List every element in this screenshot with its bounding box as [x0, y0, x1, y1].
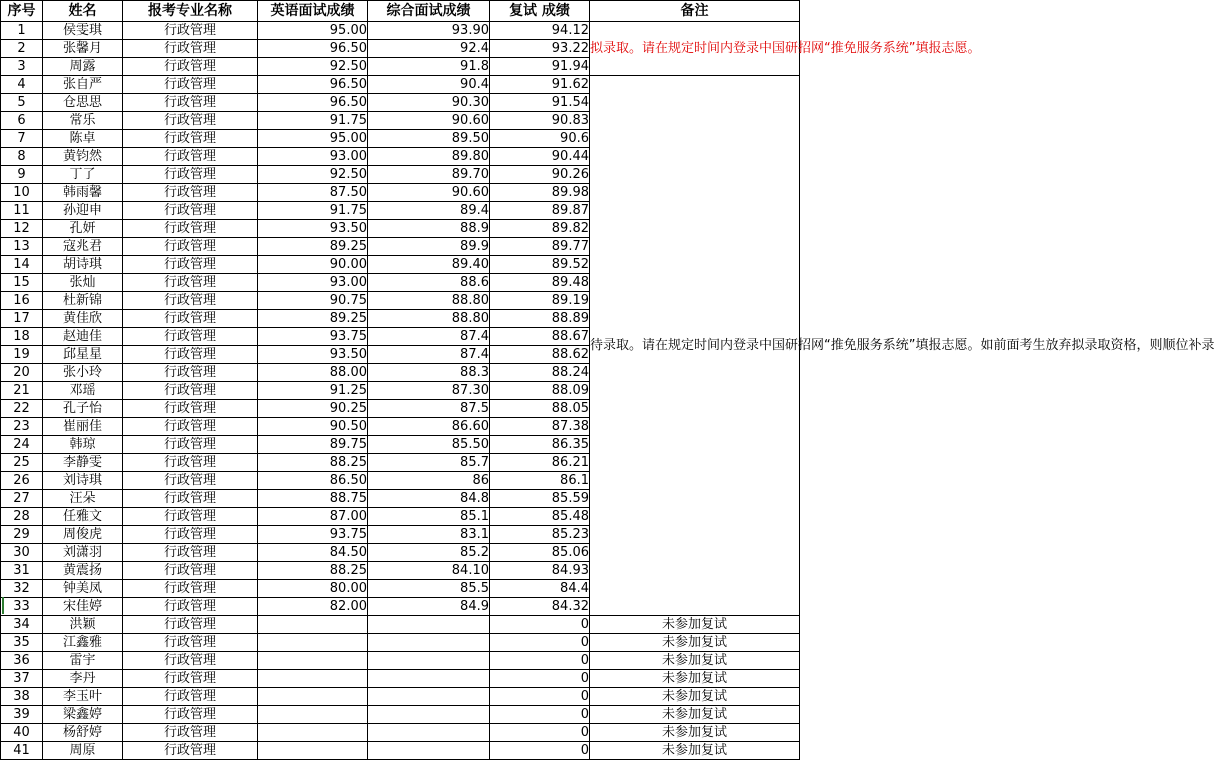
table-row — [1, 22, 800, 40]
english-score-cell[interactable]: 95.00 — [258, 22, 368, 40]
final-score-cell[interactable]: 0 — [490, 706, 590, 724]
comprehensive-score-cell[interactable] — [368, 724, 490, 742]
final-score-cell[interactable]: 0 — [490, 616, 590, 634]
comprehensive-score-cell[interactable]: 84.10 — [368, 562, 490, 580]
final-score-cell[interactable]: 84.32 — [490, 598, 590, 616]
final-score-cell[interactable]: 91.94 — [490, 58, 590, 76]
english-score-cell[interactable]: 88.75 — [258, 490, 368, 508]
comprehensive-score-cell[interactable] — [368, 616, 490, 634]
comprehensive-score-cell[interactable]: 87.5 — [368, 400, 490, 418]
major-cell[interactable]: 行政管理 — [123, 148, 258, 166]
table-row — [1, 76, 800, 94]
comprehensive-score-cell[interactable]: 83.1 — [368, 526, 490, 544]
comprehensive-score-cell[interactable]: 89.4 — [368, 202, 490, 220]
seq-cell[interactable]: 31 — [1, 562, 43, 580]
major-cell[interactable]: 行政管理 — [123, 184, 258, 202]
name-cell[interactable]: 韩雨馨 — [43, 184, 123, 202]
name-cell[interactable]: 汪朵 — [43, 490, 123, 508]
header-english[interactable]: 英语面试成绩 — [258, 1, 368, 22]
major-cell[interactable]: 行政管理 — [123, 544, 258, 562]
final-score-cell[interactable]: 85.23 — [490, 526, 590, 544]
name-cell[interactable]: 张自严 — [43, 76, 123, 94]
english-score-cell[interactable]: 92.50 — [258, 58, 368, 76]
major-cell[interactable]: 行政管理 — [123, 76, 258, 94]
seq-cell[interactable]: 38 — [1, 688, 43, 706]
english-score-cell[interactable]: 88.25 — [258, 562, 368, 580]
final-score-cell[interactable]: 90.83 — [490, 112, 590, 130]
final-score-cell[interactable]: 85.06 — [490, 544, 590, 562]
name-cell[interactable]: 崔丽佳 — [43, 418, 123, 436]
seq-cell[interactable]: 16 — [1, 292, 43, 310]
seq-cell[interactable]: 10 — [1, 184, 43, 202]
major-cell[interactable]: 行政管理 — [123, 400, 258, 418]
major-cell[interactable]: 行政管理 — [123, 166, 258, 184]
name-cell[interactable]: 周原 — [43, 742, 123, 760]
english-score-cell[interactable]: 91.75 — [258, 202, 368, 220]
name-cell[interactable]: 黄震扬 — [43, 562, 123, 580]
final-score-cell[interactable]: 86.21 — [490, 454, 590, 472]
final-score-cell[interactable]: 88.05 — [490, 400, 590, 418]
name-cell[interactable]: 周露 — [43, 58, 123, 76]
seq-cell[interactable]: 2 — [1, 40, 43, 58]
final-score-cell[interactable]: 89.98 — [490, 184, 590, 202]
major-cell[interactable]: 行政管理 — [123, 220, 258, 238]
seq-cell[interactable]: 17 — [1, 310, 43, 328]
final-score-cell[interactable]: 86.35 — [490, 436, 590, 454]
final-score-cell[interactable]: 91.54 — [490, 94, 590, 112]
name-cell[interactable]: 侯雯琪 — [43, 22, 123, 40]
seq-cell[interactable]: 41 — [1, 742, 43, 760]
note-absent[interactable]: 未参加复试 — [590, 688, 800, 706]
seq-cell[interactable]: 24 — [1, 436, 43, 454]
comprehensive-score-cell[interactable]: 89.40 — [368, 256, 490, 274]
seq-cell[interactable]: 8 — [1, 148, 43, 166]
major-cell[interactable]: 行政管理 — [123, 310, 258, 328]
seq-cell[interactable]: 11 — [1, 202, 43, 220]
final-score-cell[interactable]: 0 — [490, 688, 590, 706]
english-score-cell[interactable]: 96.50 — [258, 76, 368, 94]
name-cell[interactable]: 雷宇 — [43, 652, 123, 670]
english-score-cell[interactable]: 90.50 — [258, 418, 368, 436]
seq-cell[interactable]: 25 — [1, 454, 43, 472]
name-cell[interactable]: 任雅文 — [43, 508, 123, 526]
final-score-cell[interactable]: 0 — [490, 670, 590, 688]
major-cell[interactable]: 行政管理 — [123, 436, 258, 454]
comprehensive-score-cell[interactable]: 86 — [368, 472, 490, 490]
name-cell[interactable]: 仓思思 — [43, 94, 123, 112]
english-score-cell[interactable]: 89.25 — [258, 310, 368, 328]
name-cell[interactable]: 李丹 — [43, 670, 123, 688]
major-cell[interactable]: 行政管理 — [123, 652, 258, 670]
final-score-cell[interactable]: 88.67 — [490, 328, 590, 346]
major-cell[interactable]: 行政管理 — [123, 706, 258, 724]
final-score-cell[interactable]: 85.48 — [490, 508, 590, 526]
major-cell[interactable]: 行政管理 — [123, 670, 258, 688]
name-cell[interactable]: 胡诗琪 — [43, 256, 123, 274]
final-score-cell[interactable]: 89.52 — [490, 256, 590, 274]
note-waitlist[interactable]: 待录取。请在规定时间内登录中国研招网“推免服务系统”填报志愿。如前面考生放弃拟录取资格，则顺位补录 — [590, 76, 800, 616]
name-cell[interactable]: 杜新锦 — [43, 292, 123, 310]
major-cell[interactable]: 行政管理 — [123, 328, 258, 346]
seq-cell[interactable]: 39 — [1, 706, 43, 724]
header-seq[interactable]: 序号 — [1, 1, 43, 22]
comprehensive-score-cell[interactable]: 89.50 — [368, 130, 490, 148]
comprehensive-score-cell[interactable]: 90.60 — [368, 112, 490, 130]
comprehensive-score-cell[interactable] — [368, 634, 490, 652]
english-score-cell[interactable]: 93.00 — [258, 274, 368, 292]
major-cell[interactable]: 行政管理 — [123, 112, 258, 130]
english-score-cell[interactable]: 90.25 — [258, 400, 368, 418]
final-score-cell[interactable]: 94.12 — [490, 22, 590, 40]
seq-cell[interactable]: 3 — [1, 58, 43, 76]
note-absent[interactable]: 未参加复试 — [590, 706, 800, 724]
seq-cell[interactable]: 15 — [1, 274, 43, 292]
english-score-cell[interactable]: 87.00 — [258, 508, 368, 526]
name-cell[interactable]: 邱星星 — [43, 346, 123, 364]
final-score-cell[interactable]: 84.4 — [490, 580, 590, 598]
major-cell[interactable]: 行政管理 — [123, 418, 258, 436]
seq-cell[interactable]: 9 — [1, 166, 43, 184]
english-score-cell[interactable]: 92.50 — [258, 166, 368, 184]
name-cell[interactable]: 陈卓 — [43, 130, 123, 148]
comprehensive-score-cell[interactable]: 90.60 — [368, 184, 490, 202]
major-cell[interactable]: 行政管理 — [123, 742, 258, 760]
major-cell[interactable]: 行政管理 — [123, 508, 258, 526]
comprehensive-score-cell[interactable] — [368, 742, 490, 760]
comprehensive-score-cell[interactable]: 87.4 — [368, 346, 490, 364]
major-cell[interactable]: 行政管理 — [123, 382, 258, 400]
comprehensive-score-cell[interactable]: 90.4 — [368, 76, 490, 94]
comprehensive-score-cell[interactable]: 84.8 — [368, 490, 490, 508]
table-row — [1, 688, 800, 706]
english-score-cell[interactable] — [258, 652, 368, 670]
major-cell[interactable]: 行政管理 — [123, 616, 258, 634]
english-score-cell[interactable]: 93.75 — [258, 526, 368, 544]
final-score-cell[interactable]: 85.59 — [490, 490, 590, 508]
comprehensive-score-cell[interactable]: 85.5 — [368, 580, 490, 598]
english-score-cell[interactable]: 90.75 — [258, 292, 368, 310]
comprehensive-score-cell[interactable]: 88.80 — [368, 310, 490, 328]
comprehensive-score-cell[interactable]: 88.80 — [368, 292, 490, 310]
english-score-cell[interactable]: 96.50 — [258, 40, 368, 58]
final-score-cell[interactable]: 88.62 — [490, 346, 590, 364]
major-cell[interactable]: 行政管理 — [123, 724, 258, 742]
final-score-cell[interactable]: 89.19 — [490, 292, 590, 310]
comprehensive-score-cell[interactable]: 88.3 — [368, 364, 490, 382]
table-row — [1, 616, 800, 634]
final-score-cell[interactable]: 0 — [490, 724, 590, 742]
seq-cell[interactable]: 27 — [1, 490, 43, 508]
name-cell[interactable]: 黄钧然 — [43, 148, 123, 166]
note-absent[interactable]: 未参加复试 — [590, 670, 800, 688]
english-score-cell[interactable]: 88.25 — [258, 454, 368, 472]
major-cell[interactable]: 行政管理 — [123, 238, 258, 256]
major-cell[interactable]: 行政管理 — [123, 58, 258, 76]
major-cell[interactable]: 行政管理 — [123, 634, 258, 652]
major-cell[interactable]: 行政管理 — [123, 472, 258, 490]
seq-cell[interactable]: 26 — [1, 472, 43, 490]
major-cell[interactable]: 行政管理 — [123, 364, 258, 382]
comprehensive-score-cell[interactable]: 85.1 — [368, 508, 490, 526]
seq-cell[interactable]: 21 — [1, 382, 43, 400]
seq-cell[interactable]: 23 — [1, 418, 43, 436]
english-score-cell[interactable] — [258, 670, 368, 688]
comprehensive-score-cell[interactable]: 85.50 — [368, 436, 490, 454]
name-cell[interactable]: 江鑫雅 — [43, 634, 123, 652]
table-row — [1, 742, 800, 760]
name-cell[interactable]: 杨舒婷 — [43, 724, 123, 742]
final-score-cell[interactable]: 0 — [490, 634, 590, 652]
comprehensive-score-cell[interactable]: 89.70 — [368, 166, 490, 184]
comprehensive-score-cell[interactable] — [368, 688, 490, 706]
english-score-cell[interactable]: 96.50 — [258, 94, 368, 112]
seq-cell[interactable]: 30 — [1, 544, 43, 562]
comprehensive-score-cell[interactable]: 87.30 — [368, 382, 490, 400]
english-score-cell[interactable]: 95.00 — [258, 130, 368, 148]
header-comprehensive[interactable]: 综合面试成绩 — [368, 1, 490, 22]
seq-cell[interactable]: 20 — [1, 364, 43, 382]
major-cell[interactable]: 行政管理 — [123, 40, 258, 58]
final-score-cell[interactable]: 89.77 — [490, 238, 590, 256]
english-score-cell[interactable] — [258, 688, 368, 706]
seq-cell[interactable]: 35 — [1, 634, 43, 652]
english-score-cell[interactable]: 80.00 — [258, 580, 368, 598]
name-cell[interactable]: 寇兆君 — [43, 238, 123, 256]
final-score-cell[interactable]: 87.38 — [490, 418, 590, 436]
final-score-cell[interactable]: 90.44 — [490, 148, 590, 166]
english-score-cell[interactable]: 93.00 — [258, 148, 368, 166]
english-score-cell[interactable]: 82.00 — [258, 598, 368, 616]
english-score-cell[interactable]: 90.00 — [258, 256, 368, 274]
major-cell[interactable]: 行政管理 — [123, 94, 258, 112]
comprehensive-score-cell[interactable]: 93.90 — [368, 22, 490, 40]
final-score-cell[interactable]: 89.87 — [490, 202, 590, 220]
seq-cell[interactable]: 6 — [1, 112, 43, 130]
final-score-cell[interactable]: 90.26 — [490, 166, 590, 184]
major-cell[interactable]: 行政管理 — [123, 202, 258, 220]
name-cell[interactable]: 常乐 — [43, 112, 123, 130]
table-row — [1, 634, 800, 652]
note-absent[interactable]: 未参加复试 — [590, 742, 800, 760]
note-admitted[interactable]: 拟录取。请在规定时间内登录中国研招网“推免服务系统”填报志愿。 — [590, 22, 800, 76]
final-score-cell[interactable]: 89.48 — [490, 274, 590, 292]
final-score-cell[interactable]: 88.89 — [490, 310, 590, 328]
major-cell[interactable]: 行政管理 — [123, 454, 258, 472]
name-cell[interactable]: 黄佳欣 — [43, 310, 123, 328]
final-score-cell[interactable]: 0 — [490, 652, 590, 670]
table-row — [1, 670, 800, 688]
major-cell[interactable]: 行政管理 — [123, 598, 258, 616]
major-cell[interactable]: 行政管理 — [123, 274, 258, 292]
table-body — [1, 22, 1214, 760]
english-score-cell[interactable]: 93.50 — [258, 220, 368, 238]
header-final[interactable]: 复试 成绩 — [490, 1, 590, 22]
header-name[interactable]: 姓名 — [43, 1, 123, 22]
english-score-cell[interactable]: 84.50 — [258, 544, 368, 562]
seq-cell[interactable]: 29 — [1, 526, 43, 544]
name-cell[interactable]: 赵迪佳 — [43, 328, 123, 346]
major-cell[interactable]: 行政管理 — [123, 256, 258, 274]
comprehensive-score-cell[interactable]: 86.60 — [368, 418, 490, 436]
seq-cell[interactable]: 36 — [1, 652, 43, 670]
major-cell[interactable]: 行政管理 — [123, 22, 258, 40]
comprehensive-score-cell[interactable]: 89.9 — [368, 238, 490, 256]
name-cell[interactable]: 洪颖 — [43, 616, 123, 634]
english-score-cell[interactable] — [258, 616, 368, 634]
name-cell[interactable]: 李玉叶 — [43, 688, 123, 706]
table-row — [1, 706, 800, 724]
comprehensive-score-cell[interactable] — [368, 670, 490, 688]
note-absent[interactable]: 未参加复试 — [590, 652, 800, 670]
final-score-cell[interactable]: 88.24 — [490, 364, 590, 382]
name-cell[interactable]: 钟美凤 — [43, 580, 123, 598]
comprehensive-score-cell[interactable]: 89.80 — [368, 148, 490, 166]
comprehensive-score-cell[interactable]: 91.8 — [368, 58, 490, 76]
english-score-cell[interactable]: 86.50 — [258, 472, 368, 490]
name-cell[interactable]: 丁了 — [43, 166, 123, 184]
seq-cell[interactable]: 5 — [1, 94, 43, 112]
name-cell[interactable]: 周俊虎 — [43, 526, 123, 544]
seq-cell[interactable]: 22 — [1, 400, 43, 418]
english-score-cell[interactable]: 93.75 — [258, 328, 368, 346]
name-cell[interactable]: 梁鑫婷 — [43, 706, 123, 724]
name-cell[interactable]: 宋佳婷 — [43, 598, 123, 616]
final-score-cell[interactable]: 84.93 — [490, 562, 590, 580]
final-score-cell[interactable]: 0 — [490, 742, 590, 760]
major-cell[interactable]: 行政管理 — [123, 292, 258, 310]
comprehensive-score-cell[interactable]: 88.6 — [368, 274, 490, 292]
table-row — [1, 724, 800, 742]
seq-cell[interactable]: 40 — [1, 724, 43, 742]
name-cell[interactable]: 孔妍 — [43, 220, 123, 238]
seq-cell[interactable]: 28 — [1, 508, 43, 526]
seq-cell[interactable]: 7 — [1, 130, 43, 148]
seq-cell[interactable]: 19 — [1, 346, 43, 364]
name-cell[interactable]: 张小玲 — [43, 364, 123, 382]
final-score-cell[interactable]: 88.09 — [490, 382, 590, 400]
name-cell[interactable]: 邓瑶 — [43, 382, 123, 400]
note-absent[interactable]: 未参加复试 — [590, 634, 800, 652]
comprehensive-score-cell[interactable] — [368, 706, 490, 724]
name-cell[interactable]: 张灿 — [43, 274, 123, 292]
cell-selection-marker — [2, 597, 4, 614]
english-score-cell[interactable]: 91.25 — [258, 382, 368, 400]
final-score-cell[interactable]: 93.22 — [490, 40, 590, 58]
comprehensive-score-cell[interactable]: 90.30 — [368, 94, 490, 112]
note-absent[interactable]: 未参加复试 — [590, 616, 800, 634]
comprehensive-score-cell[interactable]: 88.9 — [368, 220, 490, 238]
name-cell[interactable]: 刘潇羽 — [43, 544, 123, 562]
major-cell[interactable]: 行政管理 — [123, 130, 258, 148]
name-cell[interactable]: 李静雯 — [43, 454, 123, 472]
seq-cell[interactable]: 1 — [1, 22, 43, 40]
major-cell[interactable]: 行政管理 — [123, 526, 258, 544]
table-row — [1, 652, 800, 670]
header-major[interactable]: 报考专业名称 — [123, 1, 258, 22]
major-cell[interactable]: 行政管理 — [123, 580, 258, 598]
final-score-cell[interactable]: 89.82 — [490, 220, 590, 238]
header-note[interactable]: 备注 — [590, 1, 800, 22]
name-cell[interactable]: 孔子怡 — [43, 400, 123, 418]
seq-cell[interactable]: 33 — [1, 598, 43, 616]
english-score-cell[interactable]: 91.75 — [258, 112, 368, 130]
major-cell[interactable]: 行政管理 — [123, 490, 258, 508]
comprehensive-score-cell[interactable]: 84.9 — [368, 598, 490, 616]
note-absent[interactable]: 未参加复试 — [590, 724, 800, 742]
final-score-cell[interactable]: 91.62 — [490, 76, 590, 94]
english-score-cell[interactable]: 89.25 — [258, 238, 368, 256]
seq-cell[interactable]: 18 — [1, 328, 43, 346]
final-score-cell[interactable]: 90.6 — [490, 130, 590, 148]
header-row — [1, 1, 800, 22]
english-score-cell[interactable]: 89.75 — [258, 436, 368, 454]
name-cell[interactable]: 孙迎申 — [43, 202, 123, 220]
english-score-cell[interactable]: 93.50 — [258, 346, 368, 364]
english-score-cell[interactable] — [258, 634, 368, 652]
english-score-cell[interactable]: 87.50 — [258, 184, 368, 202]
seq-cell[interactable]: 12 — [1, 220, 43, 238]
name-cell[interactable]: 张馨月 — [43, 40, 123, 58]
final-score-cell[interactable]: 86.1 — [490, 472, 590, 490]
seq-cell[interactable]: 14 — [1, 256, 43, 274]
seq-cell[interactable]: 34 — [1, 616, 43, 634]
seq-cell[interactable]: 37 — [1, 670, 43, 688]
english-score-cell[interactable]: 88.00 — [258, 364, 368, 382]
major-cell[interactable]: 行政管理 — [123, 562, 258, 580]
english-score-cell[interactable] — [258, 724, 368, 742]
comprehensive-score-cell[interactable]: 85.7 — [368, 454, 490, 472]
seq-cell[interactable]: 32 — [1, 580, 43, 598]
major-cell[interactable]: 行政管理 — [123, 346, 258, 364]
name-cell[interactable]: 刘诗琪 — [43, 472, 123, 490]
major-cell[interactable]: 行政管理 — [123, 688, 258, 706]
english-score-cell[interactable] — [258, 706, 368, 724]
comprehensive-score-cell[interactable]: 85.2 — [368, 544, 490, 562]
english-score-cell[interactable] — [258, 742, 368, 760]
name-cell[interactable]: 韩琼 — [43, 436, 123, 454]
comprehensive-score-cell[interactable]: 92.4 — [368, 40, 490, 58]
comprehensive-score-cell[interactable] — [368, 652, 490, 670]
comprehensive-score-cell[interactable]: 87.4 — [368, 328, 490, 346]
seq-cell[interactable]: 13 — [1, 238, 43, 256]
seq-cell[interactable]: 4 — [1, 76, 43, 94]
